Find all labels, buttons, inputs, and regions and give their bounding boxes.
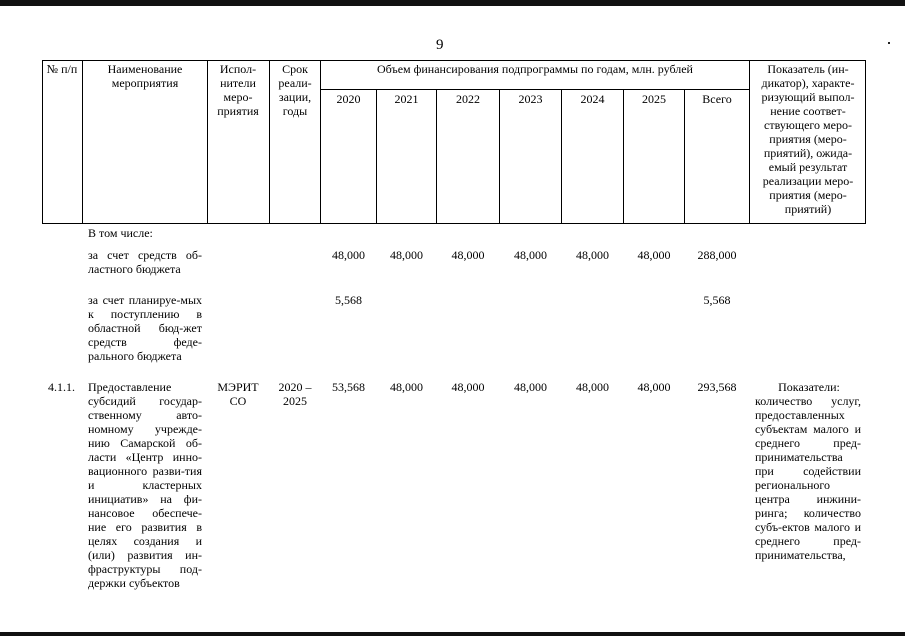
including-label: В том числе: — [88, 226, 153, 240]
header-total: Всего — [702, 92, 732, 106]
regional-2021: 48,000 — [390, 248, 423, 262]
item-2023: 48,000 — [514, 380, 547, 394]
header-indicator: Показатель (ин-дикатор), характе-ризующий выпол-нение соответ-ствующего меро-приятия (меро-приятий), ожида-емый результат реализации меро-приятия (меро-приятий) — [761, 62, 855, 216]
regional-2022: 48,000 — [451, 248, 485, 262]
item-indicator-title: Показатели: — [778, 380, 840, 394]
header-year-2023: 2023 — [518, 92, 543, 106]
item-indicator-text: количество услуг, предоставленных субъектам малого и среднего пред-принимательства при содействии регионального центра инжини-ринга; количество субъ-ектов малого и среднего пред-принимательства, — [755, 394, 861, 562]
regional-2020: 48,000 — [332, 248, 365, 262]
header-year-2021: 2021 — [394, 92, 419, 106]
header-year-2024: 2024 — [580, 92, 605, 106]
item-number: 4.1.1. — [48, 380, 75, 394]
regional-2025: 48,000 — [637, 248, 671, 262]
header-year-2020: 2020 — [336, 92, 361, 106]
federal-budget-label: за счет планируе-мых к поступлению в областной бюд-жет средств феде-рального бюджета — [88, 293, 202, 363]
header-year-2022: 2022 — [456, 92, 480, 106]
regional-2024: 48,000 — [576, 248, 609, 262]
header-number: № п/п — [46, 62, 78, 76]
regional-2023: 48,000 — [514, 248, 547, 262]
item-2024: 48,000 — [576, 380, 609, 394]
header-financing: Объем финансирования подпрограммы по годам, млн. рублей — [377, 62, 693, 76]
page-number: 9 — [436, 37, 444, 53]
item-term: 2020 – 2025 — [278, 380, 312, 408]
header-term: Срок реали-зации, годы — [278, 62, 312, 118]
federal-total: 5,568 — [703, 293, 731, 307]
regional-budget-label: за счет средств об-ластного бюджета — [88, 248, 202, 276]
scan-speck — [888, 42, 890, 44]
item-2020: 53,568 — [332, 380, 365, 394]
top-border-line — [0, 0, 905, 6]
item-executor: МЭРИТ СО — [217, 380, 259, 408]
header-year-2025: 2025 — [642, 92, 666, 106]
regional-total: 288,000 — [697, 248, 737, 262]
header-executors: Испол-нители меро-приятия — [217, 62, 259, 118]
item-2021: 48,000 — [390, 380, 423, 394]
header-name: Наименование мероприятия — [107, 62, 183, 90]
federal-2020: 5,568 — [335, 293, 362, 307]
item-name: Предоставление субсидий государ-ственному авто-номному учрежде-нию Самарской об-ласти «Центр инно-вационного разви-тия и кластерных инициатив» на фи-нансовое обеспече-ние его развития в целях создания и (или) развития ин-фраструктуры под-держки субъектов — [88, 380, 202, 590]
item-2025: 48,000 — [637, 380, 671, 394]
item-2022: 48,000 — [451, 380, 485, 394]
bottom-border-line — [0, 632, 905, 636]
item-total: 293,568 — [697, 380, 737, 394]
